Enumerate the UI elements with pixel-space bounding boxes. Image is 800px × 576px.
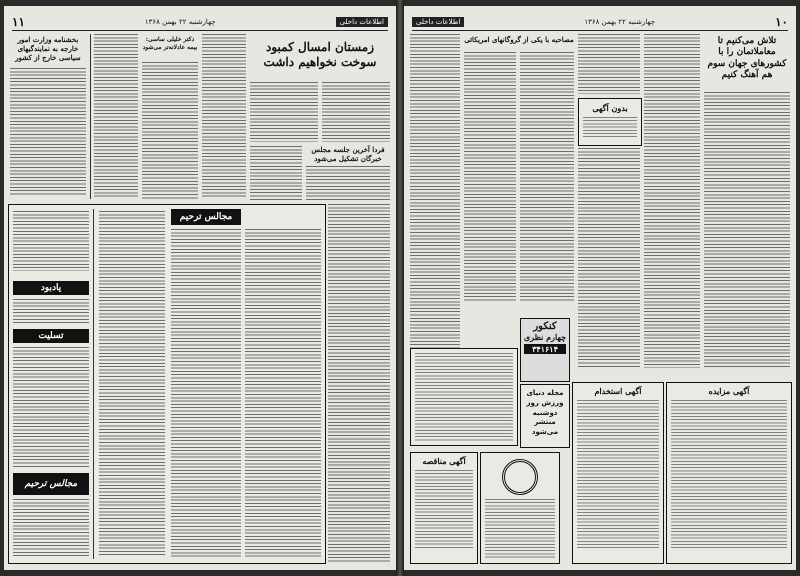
agahi-3-text bbox=[671, 400, 787, 550]
price-table-ad bbox=[410, 348, 518, 446]
right-page-header bbox=[412, 14, 788, 31]
book-spine bbox=[396, 0, 404, 576]
tasliyat-banner: تسلیت bbox=[13, 329, 89, 343]
notice-column bbox=[99, 211, 165, 557]
agahi-1-title: آگهی مناقصه bbox=[422, 456, 466, 466]
notices-block bbox=[8, 204, 326, 564]
left-col3-headline: دکتر خلیلی ساسی: بیمه عادلانه‌تر می‌شود bbox=[142, 36, 198, 51]
konkur-title: کنکور bbox=[533, 321, 557, 332]
yadbud-banner: یادبود bbox=[13, 281, 89, 295]
notice-column bbox=[13, 347, 89, 467]
left-assembly-headline: فردا آخرین جلسه مجلس خبرگان تشکیل می‌شود bbox=[311, 145, 385, 163]
bordered-feature bbox=[578, 98, 642, 146]
notice-column bbox=[171, 229, 241, 557]
notices-divider bbox=[93, 209, 94, 559]
left-side-headline: بخشنامه وزارت امور خارجه به نمایندگیهای سیاسی خارج از کشور bbox=[15, 35, 81, 62]
agahi-ad-1 bbox=[410, 452, 478, 564]
logo-ad bbox=[480, 452, 560, 564]
magazine-text: مجله دنیای ورزش روز دوشنبه منتشر می‌شود bbox=[526, 389, 564, 437]
interview-headline: مصاحبه با یکی از گروگانهای امریکائی bbox=[464, 35, 574, 44]
right-text-column bbox=[520, 52, 574, 302]
feature-box-headline: بدون آگهی bbox=[592, 103, 628, 113]
left-page-header bbox=[12, 14, 388, 31]
right-page-number: ۱۰ bbox=[775, 15, 788, 29]
agahi-ad-2 bbox=[572, 382, 664, 564]
price-table-rows bbox=[415, 353, 513, 441]
left-page-date: چهارشنبه ۲۲ بهمن ۱۳۶۸ bbox=[144, 18, 216, 26]
konkur-subtitle: چهارم نظری bbox=[523, 332, 567, 342]
agahi-2-text bbox=[577, 400, 659, 550]
notice-column bbox=[245, 229, 321, 557]
circle-logo-icon bbox=[502, 459, 538, 495]
left-text-column bbox=[250, 146, 302, 200]
konkur-phone: ۳۴۱۶۱۴ bbox=[524, 344, 566, 354]
magazine-ad bbox=[520, 384, 570, 448]
left-text-column bbox=[94, 34, 138, 199]
konkur-ad bbox=[520, 318, 570, 382]
right-section-label: اطلاعات داخلی bbox=[412, 17, 464, 27]
majles-signature: مجالس ترحیم bbox=[13, 473, 89, 495]
right-text-column bbox=[704, 92, 790, 368]
left-bottom-column bbox=[328, 204, 390, 562]
left-page-number: ۱۱ bbox=[12, 15, 25, 29]
left-text-column bbox=[250, 82, 318, 142]
right-text-column bbox=[578, 34, 640, 94]
right-text-column bbox=[578, 148, 640, 368]
right-text-column bbox=[464, 52, 516, 302]
notice-column bbox=[13, 499, 89, 557]
agahi-2-title: آگهی استخدام bbox=[594, 386, 642, 396]
left-text-column bbox=[322, 82, 390, 142]
right-main-headline: تلاش می‌کنیم تا معاملاتمان را با کشورهای جهان سوم هم آهنگ کنیم bbox=[707, 36, 787, 80]
agahi-1-text bbox=[415, 470, 473, 550]
notice-column bbox=[13, 299, 89, 325]
left-section-label: اطلاعات داخلی bbox=[336, 17, 388, 27]
majles-tarhim-title: مجالس ترحیم bbox=[171, 209, 241, 225]
agahi-3-title: آگهی مزایده bbox=[708, 386, 750, 396]
left-page bbox=[4, 6, 396, 570]
left-text-column bbox=[10, 68, 86, 196]
left-text-column bbox=[142, 62, 198, 199]
left-main-headline: زمستان امسال کمبود سوخت نخواهیم داشت bbox=[263, 40, 377, 69]
notice-column bbox=[13, 211, 89, 271]
left-text-column bbox=[202, 34, 246, 199]
right-page-date: چهارشنبه ۲۲ بهمن ۱۳۶۸ bbox=[584, 18, 656, 26]
column-rule bbox=[90, 34, 91, 199]
feature-box-text bbox=[583, 117, 637, 139]
right-page bbox=[404, 6, 796, 570]
logo-ad-text bbox=[485, 499, 555, 559]
agahi-ad-3 bbox=[666, 382, 792, 564]
left-text-column bbox=[306, 166, 390, 200]
right-text-column bbox=[410, 34, 460, 368]
right-text-column bbox=[644, 34, 700, 368]
